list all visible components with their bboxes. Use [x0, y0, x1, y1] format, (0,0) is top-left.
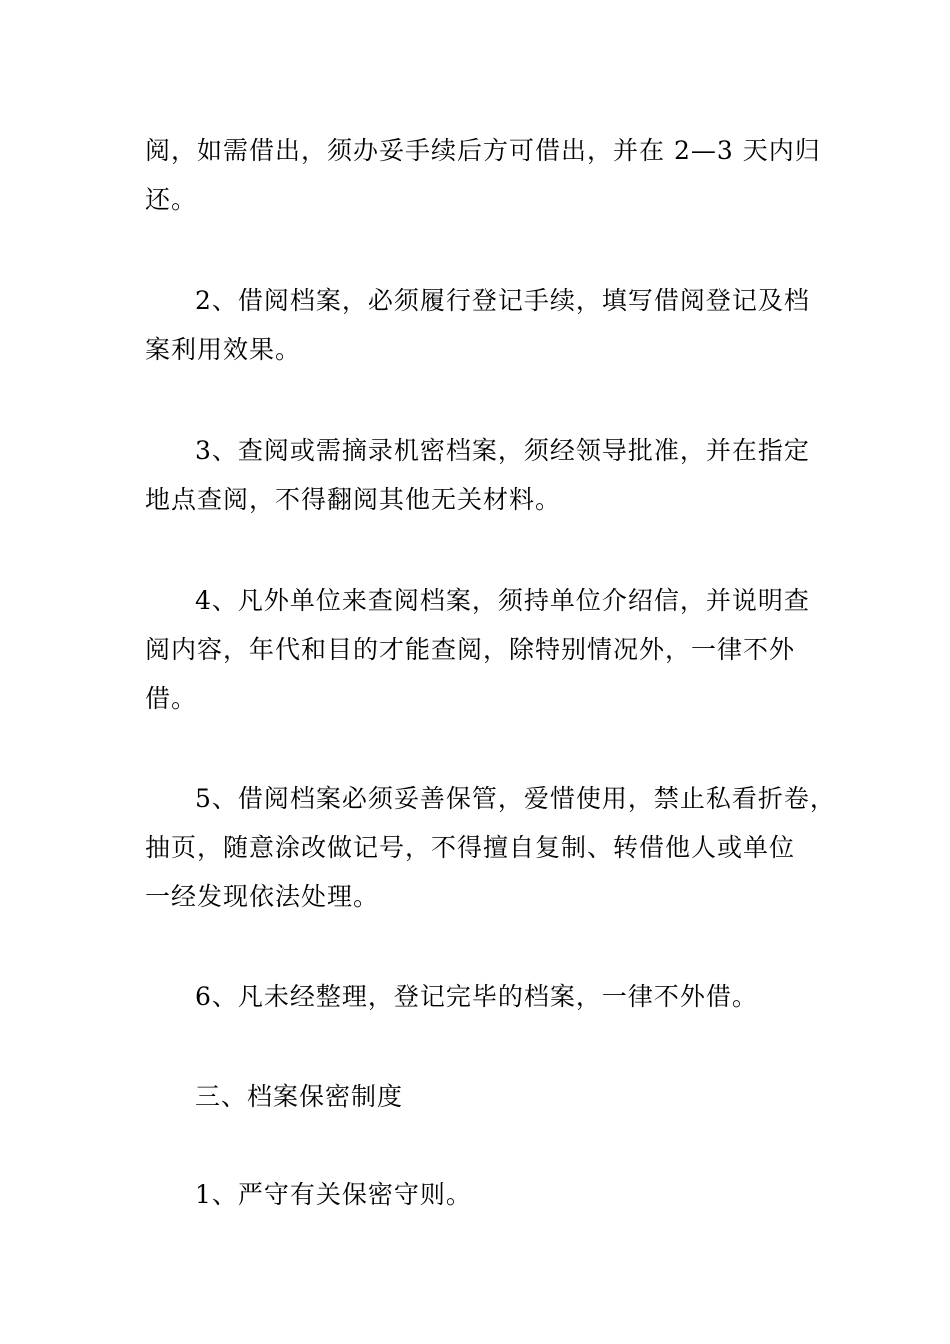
text-line: 抽页，随意涂改做记号，不得擅自复制、转借他人或单位 [145, 833, 796, 862]
text-line: 6、凡未经整理，登记完毕的档案，一律不外借。 [195, 982, 758, 1011]
text-line: 阅，如需借出，须办妥手续后方可借出，并在 2—3 天内归 [145, 136, 821, 165]
paragraph-confidentiality-rule-1 [145, 1170, 835, 1219]
text-line: 借。 [145, 684, 198, 713]
text-line: 2、借阅档案，必须履行登记手续，填写借阅登记及档 [195, 286, 810, 315]
paragraph-rule-3 [145, 426, 835, 524]
text-line: 4、凡外单位来查阅档案，须持单位介绍信，并说明查 [195, 586, 810, 615]
paragraph-rule-5 [145, 774, 835, 921]
paragraph-rule-4 [145, 576, 835, 723]
text-line: 地点查阅，不得翻阅其他无关材料。 [145, 485, 562, 514]
paragraph-rule-2 [145, 276, 835, 374]
text-line: 5、借阅档案必须妥善保管，爱惜使用，禁止私看折卷， [195, 784, 836, 813]
section-heading-confidentiality [145, 1072, 835, 1121]
text-line: 3、查阅或需摘录机密档案，须经领导批准，并在指定 [195, 436, 810, 465]
text-line: 还。 [145, 185, 198, 214]
section-heading: 三、档案保密制度 [195, 1082, 404, 1111]
text-line: 阅内容，年代和目的才能查阅，除特别情况外，一律不外 [145, 635, 796, 664]
paragraph-rule-6 [145, 972, 835, 1021]
text-line: 案利用效果。 [145, 335, 302, 364]
paragraph-borrow-return [145, 126, 835, 224]
text-line: 一经发现依法处理。 [145, 882, 380, 911]
text-line: 1、严守有关保密守则。 [195, 1180, 472, 1209]
